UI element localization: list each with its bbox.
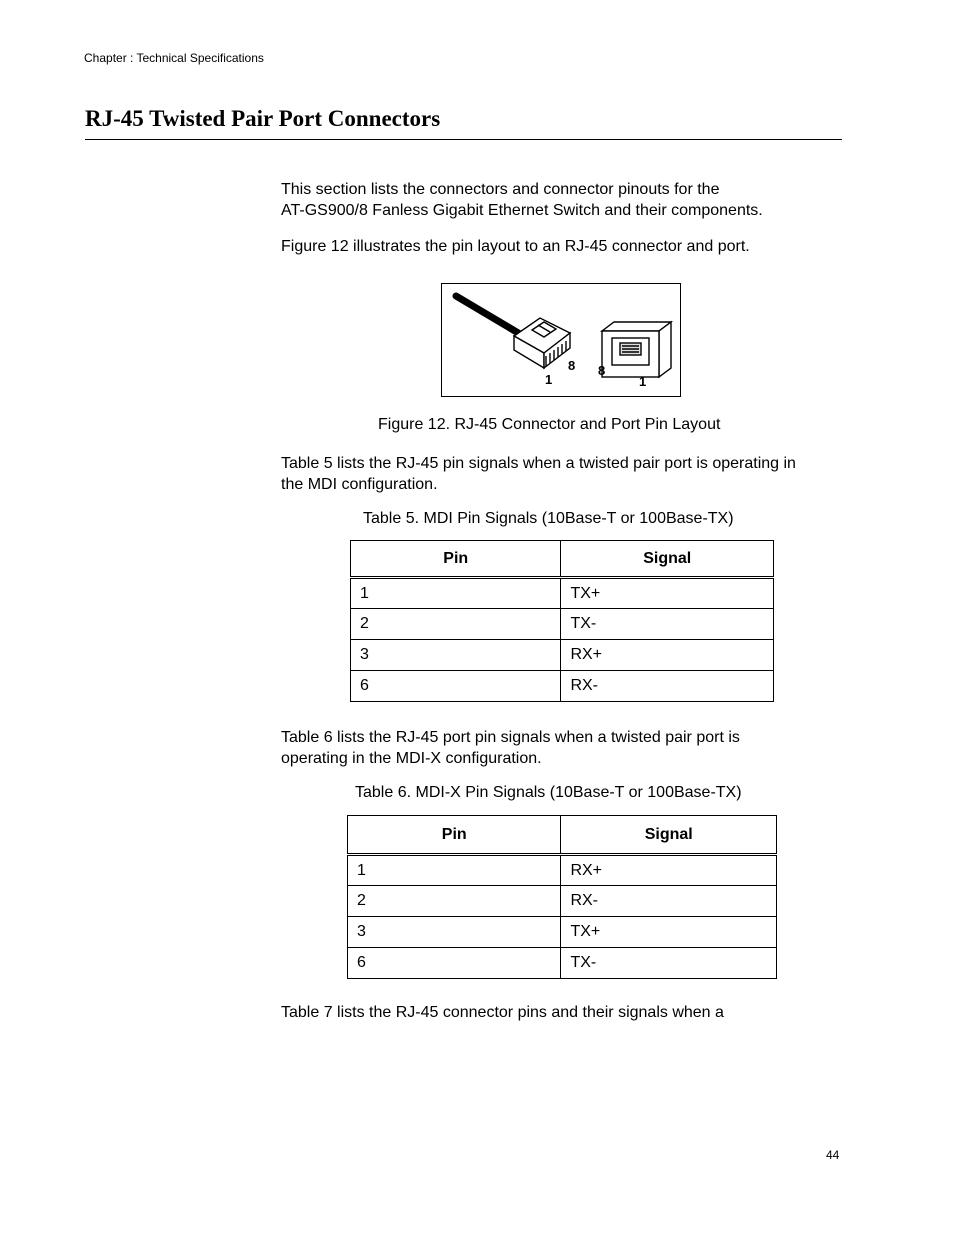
table-row: [348, 886, 777, 917]
table5-cell-signal: TX+: [561, 578, 774, 609]
table5-header-pin: Pin: [351, 541, 561, 578]
table-row: [351, 640, 774, 671]
table-row: [351, 609, 774, 640]
table-row: [348, 917, 777, 948]
intro-paragraph: [281, 179, 851, 221]
table6-caption: Table 6. MDI-X Pin Signals (10Base-T or 100Base-TX): [355, 784, 742, 801]
running-header: Chapter : Technical Specifications: [84, 51, 264, 65]
rj45-port-icon: [602, 322, 671, 377]
table5-mdi-pin-signals: [350, 540, 774, 702]
plug-pin-label-right: 8: [568, 358, 576, 373]
table5-cell-signal: TX-: [561, 609, 774, 640]
intro-line-1: This section lists the connectors and connector pinouts for the: [281, 181, 720, 198]
plug-pin-label-left: 1: [545, 372, 553, 387]
table-row: [348, 855, 777, 886]
table6-cell-pin: 6: [348, 948, 561, 979]
table-row: [351, 578, 774, 609]
table5-cell-signal: RX-: [561, 671, 774, 702]
table5-intro-line-1: Table 5 lists the RJ-45 pin signals when a twisted pair port is operating in: [281, 455, 796, 472]
section-title: RJ-45 Twisted Pair Port Connectors: [85, 106, 441, 131]
table5-caption: Table 5. MDI Pin Signals (10Base-T or 100Base-TX): [363, 510, 734, 527]
table5-intro-paragraph: [281, 453, 851, 495]
cable-icon: [456, 296, 520, 334]
table-row: [348, 948, 777, 979]
table5-intro-line-2: the MDI configuration.: [281, 476, 438, 493]
figure-intro-paragraph: Figure 12 illustrates the pin layout to an RJ-45 connector and port.: [281, 238, 750, 255]
port-pin-label-right: 1: [639, 374, 647, 389]
table6-intro-paragraph: [281, 727, 851, 769]
table5-cell-signal: RX+: [561, 640, 774, 671]
table6-cell-signal: TX+: [561, 917, 777, 948]
table6-cell-pin: 1: [348, 855, 561, 886]
table6-intro-line-2: operating in the MDI-X configuration.: [281, 750, 542, 767]
table6-cell-pin: 2: [348, 886, 561, 917]
table6-intro-line-1: Table 6 lists the RJ-45 port pin signals when a twisted pair port is: [281, 729, 740, 746]
table5-header-signal: Signal: [561, 541, 774, 578]
rj45-figure: [441, 283, 681, 397]
intro-line-2: AT-GS900/8 Fanless Gigabit Ethernet Switch and their components.: [281, 202, 763, 219]
page-number: 44: [826, 1148, 840, 1162]
table-row: [351, 671, 774, 702]
table-header-row: [348, 816, 777, 855]
rj45-illustration: [442, 284, 682, 398]
table5-cell-pin: 6: [351, 671, 561, 702]
table6-cell-signal: RX+: [561, 855, 777, 886]
table5-cell-pin: 3: [351, 640, 561, 671]
table7-intro-paragraph: Table 7 lists the RJ-45 connector pins and their signals when a: [281, 1004, 724, 1021]
rj45-plug-icon: [514, 318, 570, 368]
table5-cell-pin: 1: [351, 578, 561, 609]
table6-header-pin: Pin: [348, 816, 561, 855]
table5-cell-pin: 2: [351, 609, 561, 640]
table6-cell-pin: 3: [348, 917, 561, 948]
title-rule: [85, 139, 842, 140]
table6-cell-signal: RX-: [561, 886, 777, 917]
figure-caption: Figure 12. RJ-45 Connector and Port Pin Layout: [378, 416, 721, 433]
table6-header-signal: Signal: [561, 816, 777, 855]
table6-cell-signal: TX-: [561, 948, 777, 979]
table-header-row: [351, 541, 774, 578]
port-pin-label-left: 8: [598, 363, 606, 378]
table6-mdix-pin-signals: [347, 815, 777, 979]
